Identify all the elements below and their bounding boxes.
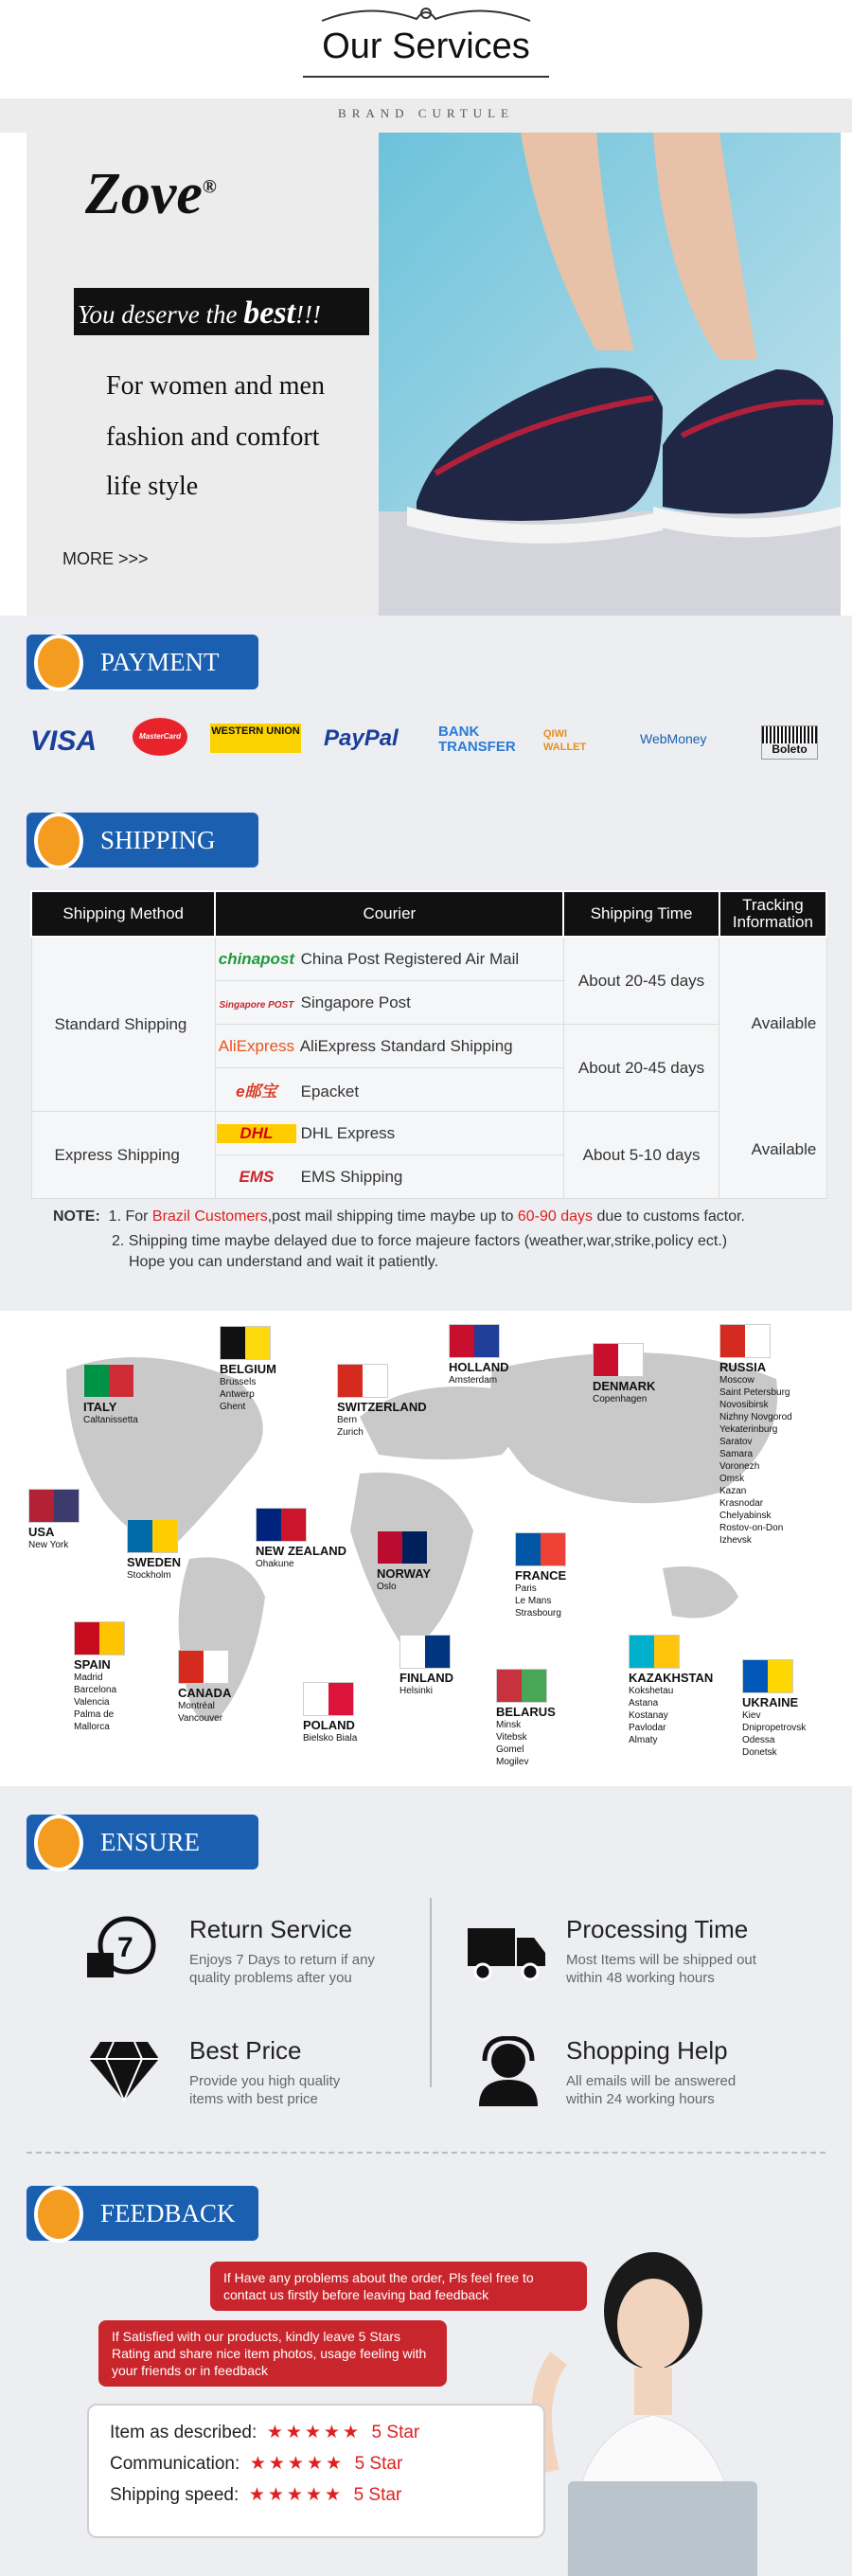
country-label: SWITZERLAND Bern Zurich — [337, 1400, 427, 1438]
rating-bubble: If Satisfied with our products, kindly leave 5 Stars Rating and share nice item photos, usage feeling with your friends or in feedback — [98, 2320, 447, 2387]
table-header: Shipping Time — [563, 891, 719, 937]
page-title: Our Services — [322, 27, 530, 66]
time-cell: About 20-45 days — [563, 937, 719, 1025]
orange-circle-icon — [34, 2186, 83, 2243]
hero-line: For women and men — [106, 371, 325, 401]
kazakhstan-flag-icon — [629, 1635, 680, 1669]
country-label: SPAIN Madrid Barcelona Valencia Palma de Mallorca — [74, 1657, 117, 1732]
service-desc: All emails will be answered within 24 working hours — [566, 2073, 737, 2107]
truck-icon — [468, 1923, 547, 1981]
courier-cell: e邮宝 Epacket — [215, 1068, 563, 1112]
service-title: Return Service — [189, 1915, 352, 1943]
belgium-flag-icon — [220, 1326, 271, 1360]
poland-flag-icon — [303, 1682, 354, 1716]
boleto-logo: Boleto — [761, 725, 818, 760]
usa-flag-icon — [28, 1489, 80, 1523]
method-cell: Express Shipping — [31, 1112, 215, 1199]
service-title: Best Price — [189, 2036, 302, 2065]
time-cell: About 5-10 days — [563, 1112, 719, 1199]
mastercard-logo: MasterCard — [133, 718, 187, 756]
country-label: BELGIUM Brussels Antwerp Ghent — [220, 1362, 276, 1412]
epacket-icon: e邮宝 — [236, 1082, 277, 1100]
title-divider — [303, 76, 549, 78]
table-header: Shipping Method — [31, 891, 215, 937]
ems-icon: EMS — [239, 1167, 275, 1186]
paypal-logo: PayPal — [324, 725, 399, 751]
star-icon: ★★★★★ — [266, 2423, 362, 2442]
italy-flag-icon — [83, 1364, 134, 1398]
service-desc: Provide you high quality items with best price — [189, 2073, 341, 2107]
table-header: Tracking Information — [719, 891, 826, 937]
ukraine-flag-icon — [742, 1659, 793, 1693]
divider — [430, 1898, 432, 2087]
support-agent-photo — [530, 2245, 843, 2576]
country-label: ITALY Caltanissetta — [83, 1400, 138, 1425]
tracking-available: Available — [751, 1140, 817, 1158]
table-header: Courier — [215, 891, 563, 937]
country-label: FINLAND Helsinki — [399, 1671, 454, 1696]
switzerland-flag-icon — [337, 1364, 388, 1398]
country-label: FRANCE Paris Le Mans Strasbourg — [515, 1568, 567, 1619]
hero-line: fashion and comfort — [106, 422, 320, 452]
more-link[interactable]: MORE >>> — [62, 549, 149, 568]
orange-circle-icon — [34, 1815, 83, 1871]
service-desc: Enjoys 7 Days to return if any quality problems after you — [189, 1952, 375, 1986]
country-label: NORWAY Oslo — [377, 1566, 432, 1592]
service-desc: Most Items will be shipped out within 48 working hours — [566, 1952, 756, 1986]
shipping-note: NOTE: 1. For Brazil Customers,post mail shipping time maybe up to 60-90 days due to customs factor. 2. Shipping time maybe delayed due to force majeure factors (weather,war,strike,policy ect.) Hope you can understand and wait it patiently. — [53, 1208, 745, 1270]
webmoney-logo: WebMoney — [640, 731, 707, 746]
table-row — [31, 1112, 826, 1155]
finland-flag-icon — [399, 1635, 451, 1669]
dhl-icon: DHL — [217, 1124, 296, 1143]
tracking-cell — [719, 937, 826, 1199]
feedback-title: FEEDBACK — [27, 2186, 258, 2241]
country-label: RUSSIA Moscow Saint Petersburg Novosibirsk Nizhny Novgorod Yekaterinburg Saratov Samara Voronezh Omsk Kazan Krasnodar Chelyabinsk Rostov-on-Don Izhevsk — [719, 1360, 792, 1546]
method-cell: Standard Shipping — [31, 937, 215, 1112]
shipping-table — [30, 890, 827, 1199]
belarus-flag-icon — [496, 1669, 547, 1703]
country-label: CANADA Montréal Vancouver — [178, 1686, 232, 1724]
tagline: You deserve the best!!! — [78, 295, 321, 331]
country-label: POLAND Bielsko Biala — [303, 1718, 358, 1744]
courier-cell: chinapost China Post Registered Air Mail — [215, 937, 563, 981]
country-label: USA New York — [28, 1525, 69, 1550]
denmark-flag-icon — [593, 1343, 644, 1377]
western-union-logo: WESTERN UNION — [210, 724, 301, 753]
days-number: 7 — [117, 1932, 133, 1963]
return-7days-icon — [87, 1915, 161, 1981]
sandal-photo — [379, 133, 841, 616]
ensure-title: ENSURE — [27, 1815, 258, 1869]
orange-circle-icon — [34, 635, 83, 691]
diamond-icon — [87, 2038, 161, 2102]
country-label: BELARUS Minsk Vitebsk Gomel Mogilev — [496, 1705, 556, 1767]
russia-flag-icon — [719, 1324, 771, 1358]
brand-logo: Zove® — [85, 162, 217, 226]
country-label: UKRAINE Kiev Dnipropetrovsk Odessa Donetsk — [742, 1695, 807, 1758]
country-label: HOLLAND Amsterdam — [449, 1360, 509, 1386]
canada-flag-icon — [178, 1650, 229, 1684]
contact-bubble: If Have any problems about the order, Pls feel free to contact us firstly before leaving bad feedback — [210, 2262, 587, 2311]
visa-logo: VISA — [30, 725, 98, 757]
france-flag-icon — [515, 1532, 566, 1566]
hero-line: life style — [106, 472, 199, 501]
country-label: DENMARK Copenhagen — [593, 1379, 656, 1404]
brand-subtitle: BRAND CURTULE — [338, 106, 514, 120]
new-zealand-flag-icon — [256, 1508, 307, 1542]
support-headset-icon — [473, 2036, 543, 2106]
courier-cell: DHL DHL Express — [215, 1112, 563, 1155]
dashed-divider — [27, 2152, 825, 2154]
norway-flag-icon — [377, 1530, 428, 1565]
service-title: Shopping Help — [566, 2036, 728, 2065]
service-title: Processing Time — [566, 1915, 749, 1943]
courier-cell: AliExpress AliExpress Standard Shipping — [215, 1025, 563, 1068]
singapore-post-icon: Singapore POST — [219, 999, 294, 1011]
country-label: NEW ZEALAND Ohakune — [256, 1544, 347, 1569]
rating-row: Shipping speed: ★★★★★ 5 Star — [110, 2485, 402, 2505]
sweden-flag-icon — [127, 1519, 178, 1553]
shipping-title: SHIPPING — [27, 813, 258, 868]
star-icon: ★★★★★ — [249, 2454, 346, 2474]
rating-row: Communication: ★★★★★ 5 Star — [110, 2454, 403, 2474]
courier-cell: EMS EMS Shipping — [215, 1155, 563, 1199]
rating-row: Item as described: ★★★★★ 5 Star — [110, 2423, 420, 2442]
country-label: SWEDEN Stockholm — [127, 1555, 182, 1581]
qiwi-logo: QIWI WALLET — [543, 728, 587, 753]
courier-cell: Singapore POST Singapore Post — [215, 981, 563, 1025]
spain-flag-icon — [74, 1621, 125, 1655]
orange-circle-icon — [34, 813, 83, 869]
holland-flag-icon — [449, 1324, 500, 1358]
star-icon: ★★★★★ — [248, 2485, 345, 2505]
time-cell: About 20-45 days — [563, 1025, 719, 1112]
tracking-available: Available — [751, 1014, 817, 1032]
chinapost-icon: chinapost — [218, 949, 295, 968]
country-label: KAZAKHSTAN Kokshetau Astana Kostanay Pavlodar Almaty — [629, 1671, 714, 1745]
bank-transfer-logo: BANK TRANSFER — [438, 724, 516, 755]
payment-title: PAYMENT — [27, 635, 258, 689]
aliexpress-icon: AliExpress — [218, 1036, 295, 1055]
table-row — [31, 937, 826, 981]
